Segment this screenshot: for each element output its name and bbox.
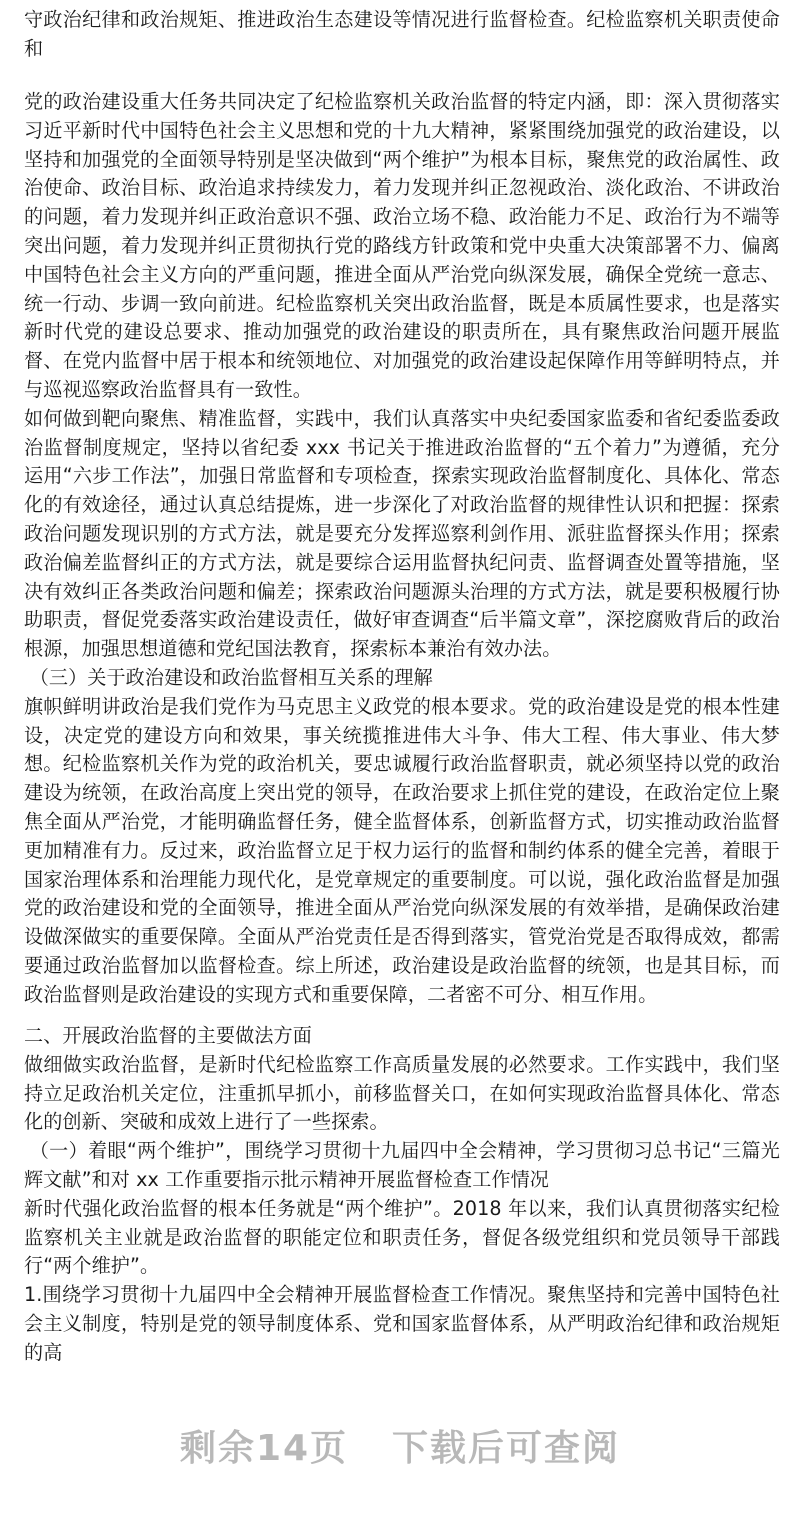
section-heading: 二、开展政治监督的主要做法方面 (24, 1024, 312, 1047)
paragraph: 1.围绕学习贯彻十九届四中全会精神开展监督检查工作情况。聚焦坚持和完善中国特色社会主义制度，特别是党的领导制度体系、党和国家监督体系，从严明政治纪律和政治规矩的高 (24, 1283, 780, 1364)
paragraph: 做细做实政治监督，是新时代纪检监察工作高质量发展的必然要求。工作实践中，我们坚持立足政治机关定位，注重抓早抓小，前移监督关口，在如何实现政治监督具体化、常态化的创新、突破和成效上进行了一些探索。 (24, 1052, 780, 1134)
section-2 (24, 1022, 780, 1368)
paragraph: 守政治纪律和政治规矩、推进政治生态建设等情况进行监督检查。纪检监察机关职责使命和 (24, 8, 780, 60)
subheading: （一）着眼“两个维护”，围绕学习贯彻十九届四中全会精神，学习贯彻习总书记“三篇光辉文献”和对 xx 工作重要指示批示精神开展监督检查工作情况 (24, 1139, 780, 1191)
section-1 (24, 88, 780, 1010)
paragraph: 旗帜鲜明讲政治是我们党作为马克思主义政党的根本要求。党的政治建设是党的根本性建设，决定党的建设方向和效果，事关统揽推进伟大斗争、伟大工程、伟大事业、伟大梦想。纪检监察机关作为党的政治机关，要忠诚履行政治监督职责，就必须坚持以党的政治建设为统领，在政治高度上突出党的领导，在政治要求上抓住党的建设，在政治定位上聚焦全面从严治党，才能明确监督任务，健全监督体系，创新监督方式，切实推动政治监督更加精准有力。反过来，政治监督立足于权力运行的监督和制约体系的健全完善，着眼于国家治理体系和治理能力现代化，是党章规定的重要制度。可以说，强化政治监督是加强党的政治建设和党的全面领导，推进全面从严治党向纵深发展的有效举措，是确保政治建设做深做实的重要保障。全面从严治党责任是否得到落实，管党治党是否取得成效，都需要通过政治监督加以监督检查。综上所述，政治建设是政治监督的统领，也是其目标，而政治监督则是政治建设的实现方式和重要保障，二者密不可分、相互作用。 (24, 694, 780, 1006)
paragraph: 党的政治建设重大任务共同决定了纪检监察机关政治监督的特定内涵，即：深入贯彻落实习近平新时代中国特色社会主义思想和党的十九大精神，紧紧围绕加强党的政治建设，以坚持和加强党的全面领导特别是坚决做到“两个维护”为根本目标，聚焦党的政治属性、政治使命、政治目标、政治追求持续发力，着力发现并纠正忽视政治、淡化政治、不讲政治的问题，着力发现并纠正政治意识不强、政治立场不稳、政治能力不足、政治行为不端等突出问题，着力发现并纠正贯彻执行党的路线方针政策和党中央重大决策部署不力、偏离中国特色社会主义方向的严重问题，推进全面从严治党向纵深发展，确保全党统一意志、统一行动、步调一致向前进。纪检监察机关突出政治监督，既是本质属性要求，也是落实新时代党的建设总要求、推动加强党的政治建设的职责所在，具有聚焦政治问题开展监督、在党内监督中居于根本和统领地位、对加强党的政治建设起保障作用等鲜明特点，并与巡视巡察政治监督具有一致性。 (24, 90, 780, 401)
download-label[interactable]: 下载后可查阅 (392, 1428, 621, 1469)
subheading: （三）关于政治建设和政治监督相互关系的理解 (29, 665, 433, 689)
remaining-pages-label: 剩余14页 (179, 1428, 349, 1469)
paragraph: 如何做到靶向聚焦、精准监督，实践中，我们认真落实中央纪委国家监委和省纪委监委政治监督制度规定，坚持以省纪委 xxx 书记关于推进政治监督的“五个着力”为遵循，充分运用“六步工作法”，加强日常监督和专项检查，探索实现政治监督制度化、具体化、常态化的有效途径，通过认真总结提炼，进一步深化了对政治监督的规律性认识和把握：探索政治问题发现识别的方式方法，就是要充分发挥巡察利剑作用、派驻监督探头作用；探索政治偏差监督纠正的方式方法，就是要综合运用监督执纪问责、监督调查处置等措施，坚决有效纠正各类政治问题和偏差；探索政治问题源头治理的方式方法，就是要积极履行协助职责，督促党委落实政治建设责任，做好审查调查“后半篇文章”，深挖腐败背后的政治根源，加强思想道德和党纪国法教育，探索标本兼治有效办法。 (24, 406, 780, 661)
paragraph: 新时代强化政治监督的根本任务就是“两个维护”。2018 年以来，我们认真贯彻落实纪检监察机关主业就是政治监督的职能定位和职责任务，督促各级党组织和党员领导干部践行“两个维护”。 (24, 1196, 780, 1278)
cut-off-line (24, 0, 780, 2)
download-prompt[interactable] (0, 1420, 800, 1471)
top-fragment (24, 6, 780, 64)
